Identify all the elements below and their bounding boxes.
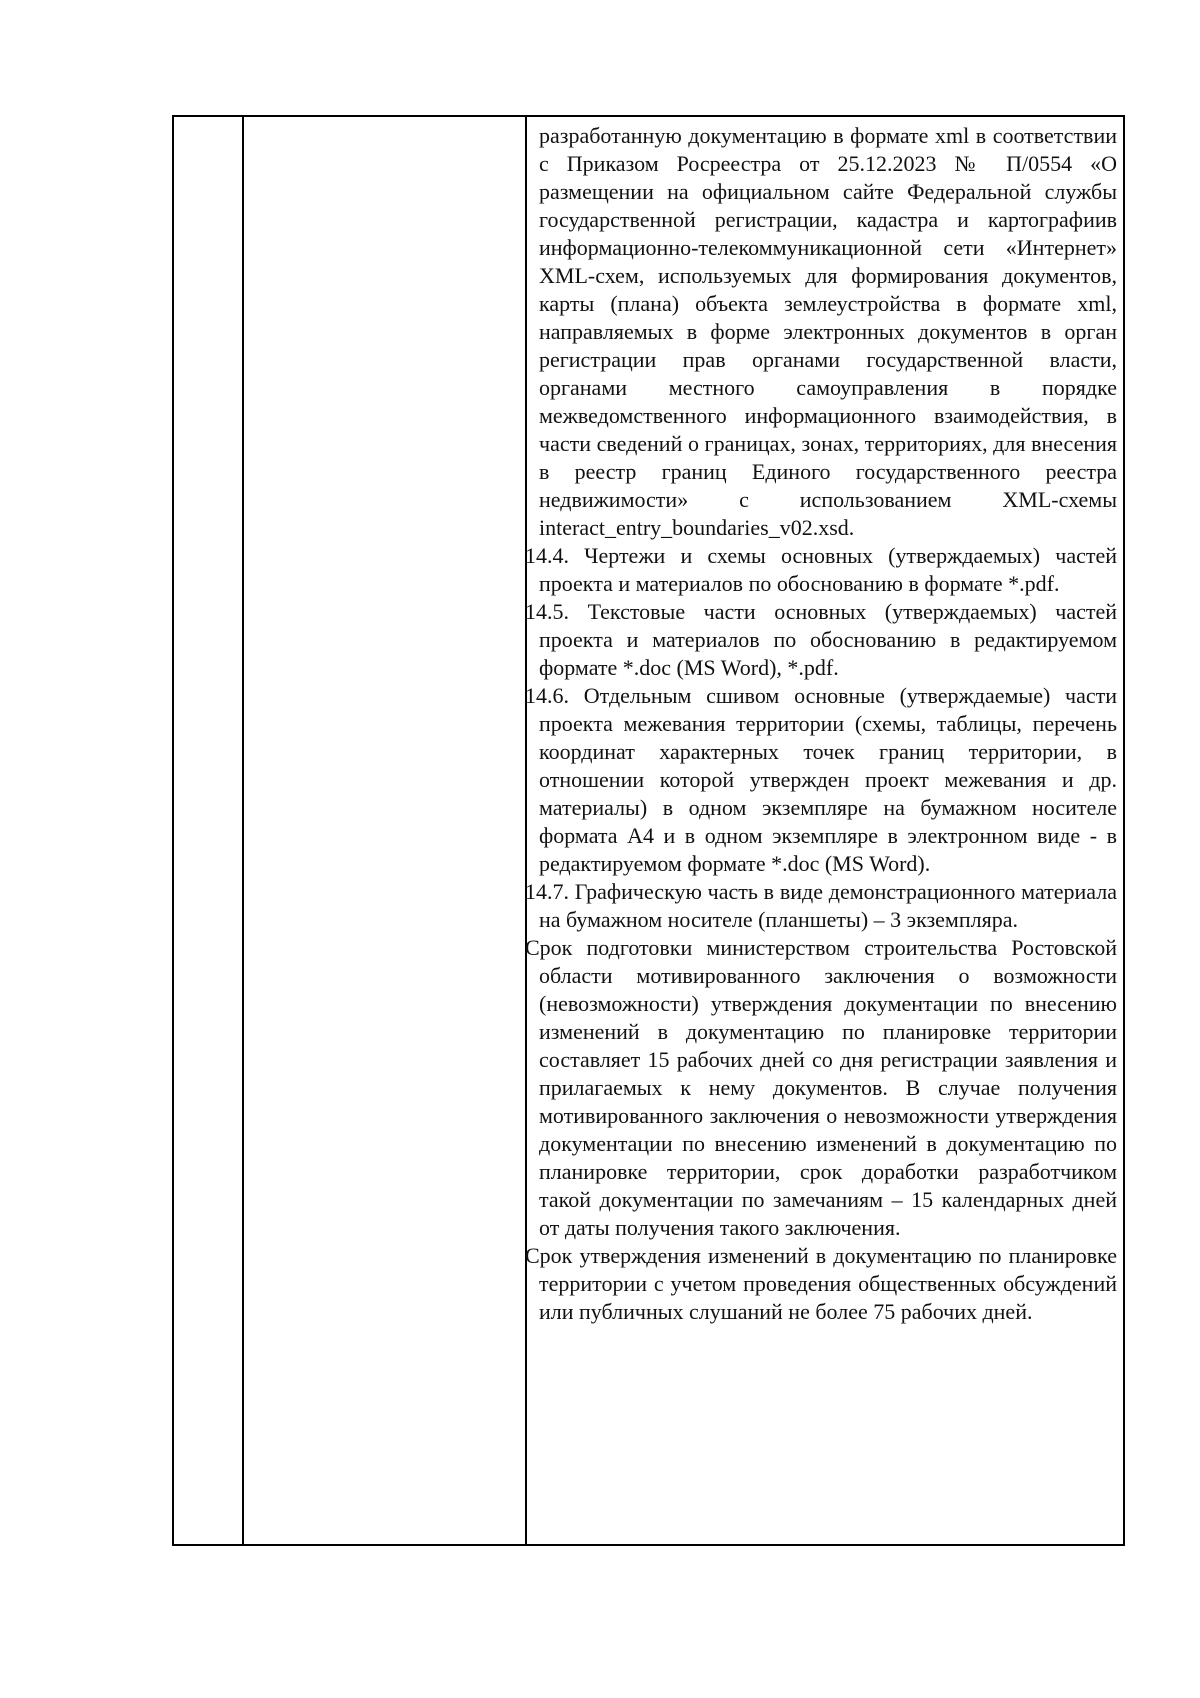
table-cell-content xyxy=(525,122,1118,1326)
item-number: 14.4. xyxy=(525,543,569,568)
document-table xyxy=(172,115,1125,1546)
item-number: 14.7. xyxy=(525,879,569,904)
list-item-14-4 xyxy=(525,542,1117,598)
item-text: Чертежи и схемы основных (утверждаемых) частей проекта и материалов по обоснованию в формате *.pdf. xyxy=(539,543,1118,596)
paragraph-preparation-term: Срок подготовки министерством строительства Ростовской области мотивированного заключения о возможности (невозможности) утверждения документации по внесению изменений в документацию по планировке территории составляет 15 рабочих дней со дня регистрации заявления и прилагаемых к нему документов. В случае получения мотивированного заключения о невозможности утверждения документации по внесению изменений в документацию по планировке территории, срок доработки разработчиком такой документации по замечаниям – 15 календарных дней от даты получения такого заключения. xyxy=(525,935,1117,1240)
item-text: Текстовые части основных (утверждаемых) частей проекта и материалов по обоснованию в редактируемом формате *.doc (MS Word), *.pdf. xyxy=(539,599,1118,680)
item-number: 14.6. xyxy=(525,683,569,708)
list-item-14-5 xyxy=(525,598,1117,682)
paragraph-continuation: разработанную документацию в формате xml в соответствии с Приказом Росреестра от 25.12.2023 № П/0554 «О размещении на официальном сайте Федеральной службы государственной регистрации, кадастра и картографиив информационно-телекоммуникационной сети «Интернет» XML-схем, используемых для формирования документов, карты (плана) объекта землеустройства в формате xml, направляемых в форме электронных документов в орган регистрации прав органами государственной власти, органами местного самоуправления в порядке межведомственного информационного взаимодействия, в части сведений о границах, зонах, территориях, для внесения в реестр границ Единого государственного реестра недвижимости» с использованием XML-схемы interact_entry_boundaries_v02.xsd. xyxy=(539,123,1117,540)
paragraph-approval-term: Срок утверждения изменений в документацию по планировке территории с учетом проведения общественных обсуждений или публичных слушаний не более 75 рабочих дней. xyxy=(525,1243,1117,1324)
item-number: 14.5. xyxy=(525,599,569,624)
list-item-14-6 xyxy=(525,682,1117,878)
item-text: Графическую часть в виде демонстрационного материала на бумажном носителе (планшеты) – 3 экземпляра. xyxy=(539,879,1117,932)
item-text: Отдельным сшивом основные (утверждаемые) части проекта межевания территории (схемы, таблицы, перечень координат характерных точек границ территории, в отношении которой утвержден проект межевания и др. материалы) в одном экземпляре на бумажном носителе формата А4 и в одном экземпляре в электронном виде - в редактируемом формате *.doc (MS Word). xyxy=(539,683,1117,876)
column-divider-1 xyxy=(242,117,244,1544)
list-item-14-7 xyxy=(525,878,1117,934)
